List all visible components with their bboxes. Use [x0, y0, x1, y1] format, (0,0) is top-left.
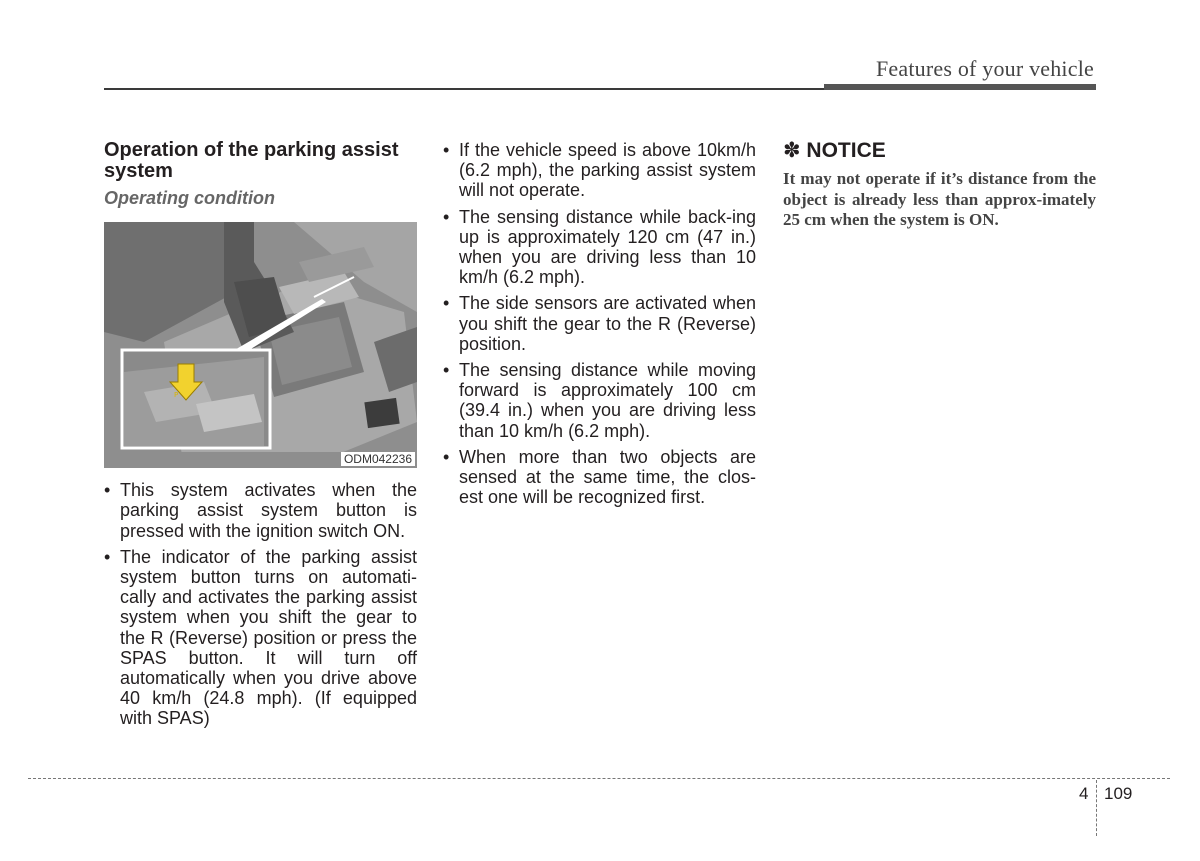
notice-text: It may not operate if it’s distance from the object is already less than approx-imately 25 cm when the system is ON.	[783, 169, 1096, 229]
section-title: Operation of the parking assist system	[104, 139, 399, 182]
middle-column	[443, 140, 756, 513]
console-illustration	[104, 222, 417, 468]
list-item: • The indicator of the parking assist system button turns on automati-cally and activates the parking assist system when you shift the gear to the R (Reverse) position or press the SPAS button. It will turn off automatically when you drive above 40 km/h (24.8 mph). (If equipped with SPAS)	[104, 547, 417, 729]
list-item: • The side sensors are activated when you shift the gear to the R (Reverse) position.	[443, 293, 756, 354]
left-column	[104, 140, 417, 735]
section-subtitle: Operating condition	[104, 188, 275, 208]
figure-label: ODM042236	[341, 452, 415, 466]
list-item: • The sensing distance while moving forward is approximately 100 cm (39.4 in.) when you are driving less than 10 km/h (6.2 mph).	[443, 360, 756, 441]
header-rule-accent	[824, 84, 1096, 90]
page-number: 109	[1104, 784, 1133, 803]
console-figure	[104, 222, 417, 468]
list-item: • The sensing distance while back-ing up is approximately 120 cm (47 in.) when you are driving less than 10 km/h (6.2 mph).	[443, 207, 756, 288]
chapter-number: 4	[1079, 784, 1089, 803]
list-item: • When more than two objects are sensed at the same time, the clos-est one will be recognized first.	[443, 447, 756, 508]
list-item: • If the vehicle speed is above 10km/h (6.2 mph), the parking assist system will not operate.	[443, 140, 756, 201]
svg-text:P: P	[174, 391, 179, 400]
notice-column	[783, 140, 1096, 231]
middle-bullet-list	[443, 140, 756, 507]
notice-title: ✽ NOTICE	[783, 139, 886, 162]
page-header-title: Features of your vehicle	[875, 56, 1094, 81]
list-item: • This system activates when the parking assist system button is pressed with the ignition switch ON.	[104, 480, 417, 541]
left-bullet-list	[104, 480, 417, 728]
footer-divider	[1096, 780, 1097, 836]
footer-rule	[28, 778, 1170, 779]
